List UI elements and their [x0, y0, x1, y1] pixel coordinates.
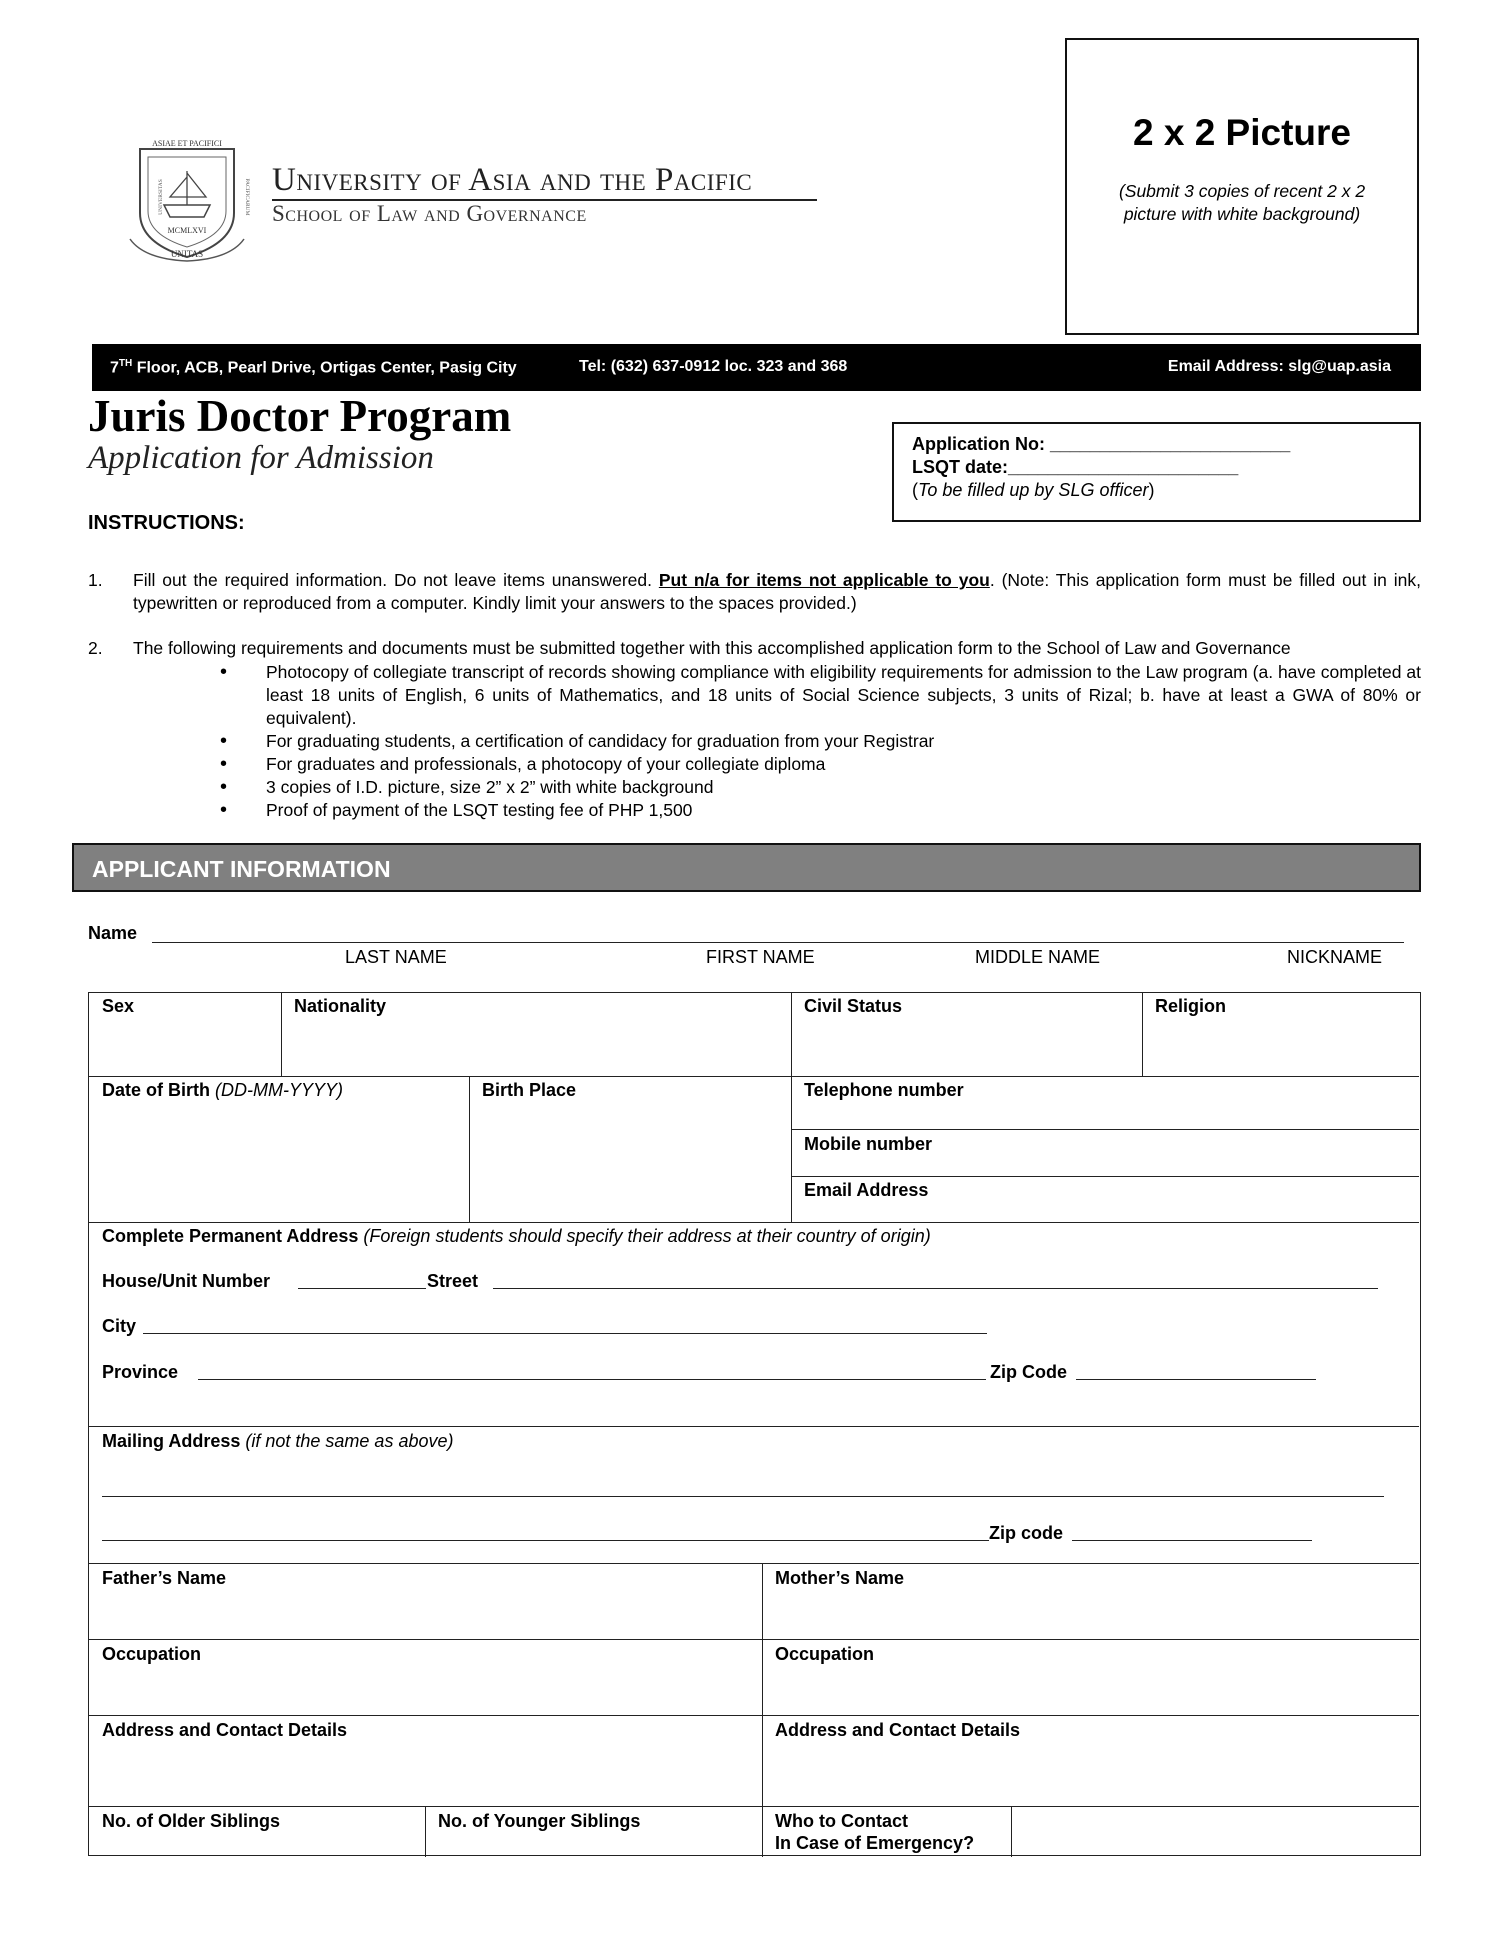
requirements-list	[218, 661, 1421, 822]
application-number-box	[892, 422, 1421, 522]
emergency-contact-label	[775, 1810, 974, 1854]
mailing-zip-label: Zip code	[989, 1523, 1064, 1543]
page-subtitle: Application for Admission	[88, 440, 434, 476]
date-of-birth-field[interactable]	[102, 1079, 343, 1101]
contact-bar	[92, 344, 1421, 391]
city-label: City	[102, 1316, 137, 1336]
list-item: • 3 copies of I.D. picture, size 2” x 2” with white background	[218, 776, 1421, 799]
officer-note-text: To be filled up by SLG officer	[918, 480, 1149, 500]
mailing-zip-input-line[interactable]	[1072, 1540, 1312, 1541]
street-label: Street	[427, 1271, 479, 1291]
civil-status-field[interactable]: Civil Status	[804, 996, 903, 1016]
photo-box-note: (Submit 3 copies of recent 2 x 2 picture with white background)	[1118, 181, 1366, 224]
father-occupation-field[interactable]: Occupation	[102, 1644, 202, 1664]
middle-name-label: MIDDLE NAME	[975, 947, 1101, 967]
list-item: • Photocopy of collegiate transcript of records showing compliance with eligibility requirements for admission to the Law program (a. have completed at least 18 units of English, 6 units of Mathematics, and 18 units of Social Science subjects, 3 units of Rizal; b. have at least a GWA of 80% or equivalent).	[218, 661, 1421, 730]
fathers-name-field[interactable]: Father’s Name	[102, 1568, 227, 1588]
father-address-field[interactable]: Address and Contact Details	[102, 1720, 348, 1740]
sex-field[interactable]: Sex	[102, 996, 135, 1016]
seal-text-right: PACIFICARUM	[244, 178, 250, 216]
mailing-address-heading	[102, 1430, 453, 1452]
floor-number: 7	[110, 359, 119, 377]
first-name-label: FIRST NAME	[706, 947, 815, 967]
province-label: Province	[102, 1362, 179, 1382]
birth-place-field[interactable]: Birth Place	[482, 1080, 577, 1100]
list-item: • Proof of payment of the LSQT testing fee of PHP 1,500	[218, 799, 1421, 822]
instruction-1-emphasis: Put n/a for items not applicable to you	[658, 570, 990, 590]
school-name: School of Law and Governance	[272, 201, 587, 226]
mobile-field[interactable]: Mobile number	[804, 1134, 933, 1154]
address-rest: Floor, ACB, Pearl Drive, Ortigas Center, Pasig City	[132, 359, 517, 377]
list-item: • For graduating students, a certification of candidacy for graduation from your Registrar	[218, 730, 1421, 753]
instruction-1-number: 1.	[88, 570, 103, 590]
permanent-address-label: Complete Permanent Address	[102, 1226, 359, 1246]
seal-motto-top: ASIAE ET PACIFICI	[152, 139, 222, 148]
name-input-line[interactable]	[152, 942, 1404, 943]
seal-year: MCMLXVI	[167, 226, 207, 235]
street-input-line[interactable]	[493, 1288, 1378, 1289]
older-siblings-field[interactable]: No. of Older Siblings	[102, 1811, 281, 1831]
school-telephone: Tel: (632) 637-0912 loc. 323 and 368	[579, 358, 848, 375]
name-label: Name	[88, 923, 138, 943]
floor-suffix: TH	[118, 358, 133, 369]
mothers-name-field[interactable]: Mother’s Name	[775, 1568, 905, 1588]
mailing-address-line-2[interactable]	[102, 1540, 989, 1541]
university-seal-logo	[122, 135, 252, 265]
city-input-line[interactable]	[143, 1333, 987, 1334]
last-name-label: LAST NAME	[345, 947, 447, 967]
house-unit-input-line[interactable]	[298, 1288, 426, 1289]
list-item: • For graduates and professionals, a photocopy of your collegiate diploma	[218, 753, 1421, 776]
application-no-field[interactable]: Application No: ________________________	[912, 434, 1291, 454]
instruction-1-text	[133, 569, 1421, 615]
younger-siblings-field[interactable]: No. of Younger Siblings	[438, 1811, 641, 1831]
mailing-address-label: Mailing Address	[102, 1431, 241, 1451]
instruction-2-text: The following requirements and documents must be submitted together with this accomplished application form to the School of Law and Governance	[133, 638, 1291, 658]
school-email: Email Address: slg@uap.asia	[1167, 358, 1391, 375]
seal-ribbon: UNITAS	[170, 249, 204, 259]
nickname-label: NICKNAME	[1287, 947, 1383, 967]
nationality-field[interactable]: Nationality	[294, 996, 387, 1016]
mother-address-field[interactable]: Address and Contact Details	[775, 1720, 1021, 1740]
telephone-field[interactable]: Telephone number	[804, 1080, 964, 1100]
officer-note-open: (	[912, 480, 918, 500]
instruction-2-number: 2.	[88, 638, 103, 658]
mailing-address-note: (if not the same as above)	[245, 1431, 454, 1451]
applicant-form-table	[88, 992, 1421, 1856]
lsqt-date-field[interactable]: LSQT date:_______________________	[912, 457, 1239, 477]
mailing-address-line-1[interactable]	[102, 1496, 1384, 1497]
emergency-line-1: Who to Contact	[775, 1811, 908, 1831]
seal-text-left: UNIVERSITAS	[158, 179, 164, 215]
house-unit-label: House/Unit Number	[102, 1271, 271, 1291]
photo-box-title: 2 x 2 Picture	[1132, 112, 1351, 153]
officer-note	[912, 479, 1419, 502]
instruction-1-post: . (Note: This application form must be filled out in ink, typewritten or reproduced from a computer. Kindly limit your answers to the spaces provided.)	[133, 570, 1421, 613]
zip-code-input-line[interactable]	[1076, 1379, 1316, 1380]
mother-occupation-field[interactable]: Occupation	[775, 1644, 875, 1664]
emergency-contact-input[interactable]	[1013, 1808, 1417, 1854]
applicant-information-header: APPLICANT INFORMATION	[72, 843, 1421, 892]
emergency-line-2: In Case of Emergency?	[775, 1833, 975, 1853]
province-input-line[interactable]	[198, 1379, 986, 1380]
date-format-hint: (DD-MM-YYYY)	[215, 1080, 344, 1100]
email-field[interactable]: Email Address	[804, 1180, 929, 1200]
school-address	[110, 358, 517, 377]
permanent-address-heading	[102, 1225, 931, 1247]
instruction-1-pre: Fill out the required information. Do not leave items unanswered.	[133, 570, 659, 590]
date-of-birth-label: Date of Birth	[102, 1080, 210, 1100]
photo-placeholder-box	[1065, 38, 1419, 335]
religion-field[interactable]: Religion	[1155, 996, 1226, 1016]
university-name: University of Asia and the Pacific	[272, 162, 753, 198]
page-title: Juris Doctor Program	[88, 391, 512, 441]
permanent-address-note: (Foreign students should specify their address at their country of origin)	[363, 1226, 931, 1246]
zip-code-label: Zip Code	[990, 1362, 1067, 1382]
officer-note-close: )	[1148, 480, 1155, 500]
instructions-heading: INSTRUCTIONS:	[88, 512, 245, 534]
